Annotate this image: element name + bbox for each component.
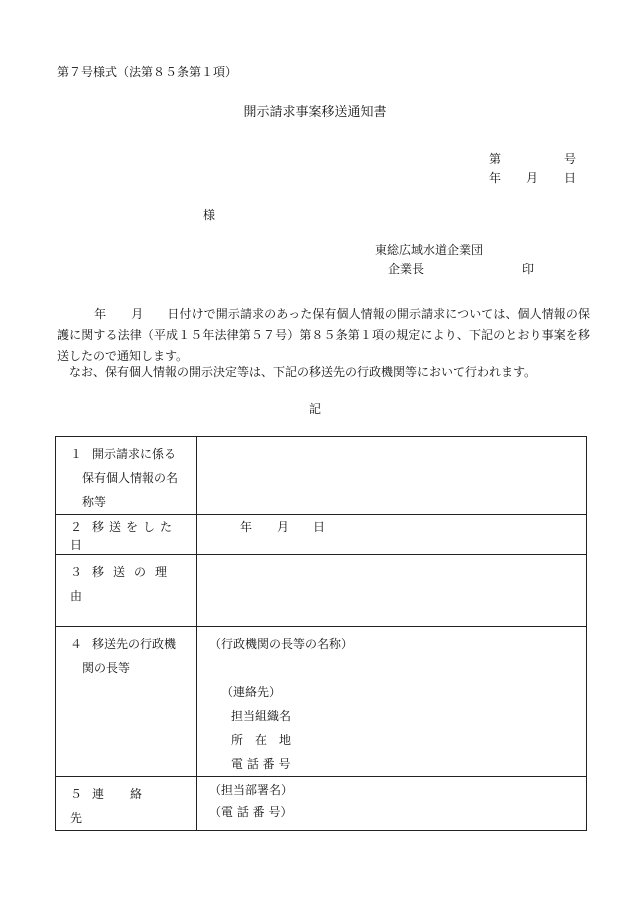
row-contact xyxy=(56,777,587,831)
doc-date-day: 日 xyxy=(564,171,577,185)
body-paragraph-1 xyxy=(57,304,590,367)
document-title: 開示請求事案移送通知書 xyxy=(243,105,387,120)
label-transfer-date xyxy=(56,515,197,555)
doc-date-year: 年 xyxy=(489,171,502,185)
label-transfer-reason xyxy=(56,555,197,627)
label-line: 開示請求に係る xyxy=(92,447,177,461)
row-transfer-reason xyxy=(56,555,587,627)
sender-title: 企業長 xyxy=(388,262,425,276)
phone-label: 電 話 番 号 xyxy=(231,757,291,771)
body-date-year: 年 xyxy=(94,307,107,321)
row-number: １ xyxy=(70,447,83,461)
agency-name-label: （行政機関の長等の名称） xyxy=(209,637,354,651)
doc-date-month: 月 xyxy=(526,171,539,185)
body-paragraph-1-text: 日付けで開示請求のあった保有個人情報の開示請求については、個人情報の保護に関する法律（平成１５年法律第５７号）第８５条第１項の規定により、下記のとおり事案を移送したので通知します。 xyxy=(57,307,590,363)
label-line: 称等 xyxy=(82,495,107,509)
form-number: 第７号様式（法第８５条第１項） xyxy=(57,65,238,79)
date-year: 年 xyxy=(240,520,253,534)
org-name-label: 担当組織名 xyxy=(231,709,292,723)
row-requested-info xyxy=(56,437,587,515)
value-destination-agency[interactable] xyxy=(197,627,587,777)
addressee-suffix: 様 xyxy=(203,208,216,222)
ki-heading: 記 xyxy=(308,402,321,416)
dept-name-label: （担当部署名） xyxy=(209,783,294,797)
label-line: 移送先の行政機 xyxy=(92,637,177,651)
row-number: ５ xyxy=(70,787,83,801)
address-label: 所 在 地 xyxy=(231,733,292,747)
date-day: 日 xyxy=(313,520,326,534)
doc-number-suffix: 号 xyxy=(564,152,577,166)
seal-mark: 印 xyxy=(522,262,535,276)
label-line: 関の長等 xyxy=(82,661,131,675)
transfer-info-table xyxy=(55,436,587,831)
value-requested-info[interactable] xyxy=(197,437,587,515)
contact-label: （連絡先） xyxy=(221,685,282,699)
label-line: 保有個人情報の名 xyxy=(82,471,179,485)
value-transfer-reason[interactable] xyxy=(197,555,587,627)
body-paragraph-2: なお、保有個人情報の開示決定等は、下記の移送先の行政機関等において行われます。 xyxy=(69,365,537,379)
value-contact[interactable] xyxy=(197,777,587,831)
row-number: ４ xyxy=(70,637,83,651)
row-number: ２ xyxy=(70,520,83,534)
value-transfer-date[interactable] xyxy=(197,515,587,555)
label-text: 移送をした日 xyxy=(70,520,178,552)
row-number: ３ xyxy=(70,565,83,579)
label-text: 連絡先 xyxy=(70,787,169,825)
sender-organization: 東総広域水道企業団 xyxy=(375,243,484,257)
row-transfer-date xyxy=(56,515,587,555)
contact-phone-label: （電 話 番 号） xyxy=(209,805,293,819)
date-month: 月 xyxy=(277,520,290,534)
label-contact xyxy=(56,777,197,831)
row-destination-agency xyxy=(56,627,587,777)
doc-number-prefix: 第 xyxy=(489,152,502,166)
label-requested-info xyxy=(56,437,197,515)
label-text: 移送の理由 xyxy=(70,565,177,603)
body-date-month: 月 xyxy=(131,307,144,321)
label-destination-agency xyxy=(56,627,197,777)
